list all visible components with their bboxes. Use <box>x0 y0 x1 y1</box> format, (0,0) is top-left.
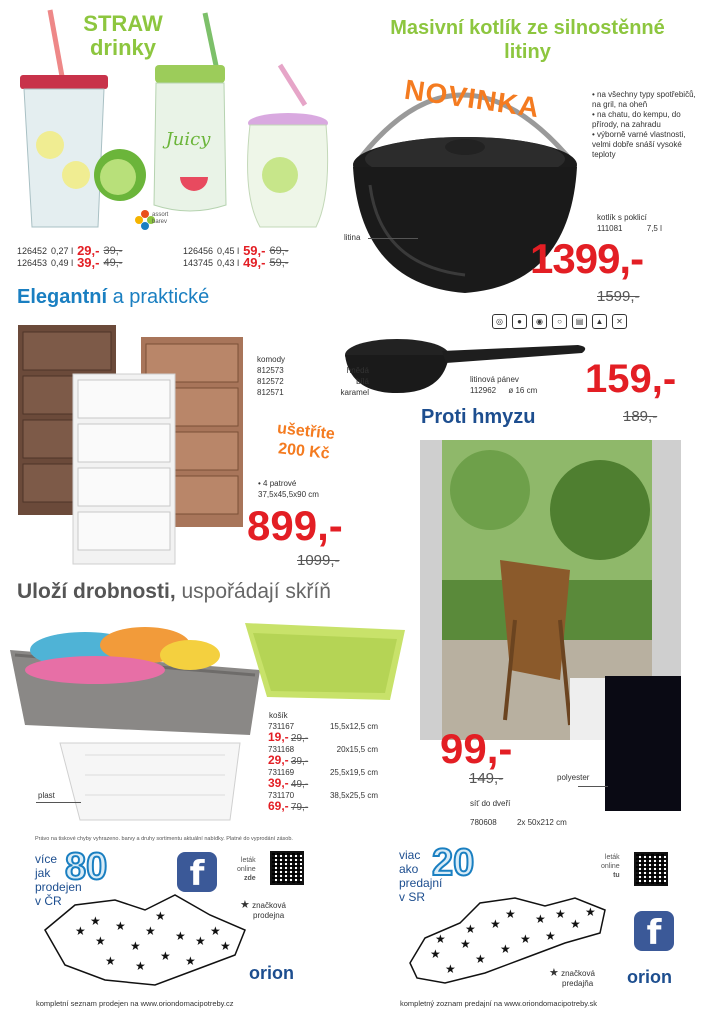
code: 731170 <box>268 791 295 800</box>
code: 731169 <box>268 768 295 777</box>
halogen-icon: ○ <box>552 314 567 329</box>
drawers-image <box>15 322 247 572</box>
svg-text:★: ★ <box>220 939 231 953</box>
no-dishwasher-icon: ✕ <box>612 314 627 329</box>
pan-size: ø 16 cm <box>508 386 538 395</box>
volume: 0,43 l <box>217 258 240 268</box>
czech-map <box>35 890 255 990</box>
svg-text:★: ★ <box>475 952 486 966</box>
code: 812571 <box>257 388 284 397</box>
svg-text:★: ★ <box>545 929 556 943</box>
code: 731167 <box>268 722 295 731</box>
straw-table-left <box>17 245 126 269</box>
pot-material-line <box>368 238 418 239</box>
cz-leaflet-text <box>237 856 256 883</box>
cz-leaflet1: leták <box>240 857 256 864</box>
pan-image <box>342 325 592 397</box>
price: 59,- <box>243 243 266 258</box>
svg-text:★: ★ <box>135 959 146 973</box>
sk-store-count: 20 <box>432 842 475 884</box>
svg-text:★: ★ <box>155 909 166 923</box>
pot-volume: 7,5 l <box>646 224 662 233</box>
orion-logo-cz: orion <box>249 963 294 983</box>
insect-title: Proti hmyzu <box>421 406 536 428</box>
table-row <box>268 778 378 790</box>
drawers-spec <box>258 478 319 500</box>
svg-text:★: ★ <box>175 929 186 943</box>
svg-text:★: ★ <box>460 937 471 951</box>
svg-text:★: ★ <box>570 917 581 931</box>
campfire-icon: ▲ <box>592 314 607 329</box>
table-row <box>268 732 378 744</box>
pot-code-row <box>597 223 707 234</box>
size: 20x15,5 cm <box>336 745 378 754</box>
insect-code: 780608 <box>470 818 497 827</box>
ceramic-icon: ◉ <box>532 314 547 329</box>
svg-text:★: ★ <box>585 905 596 919</box>
drawers-label: komody <box>257 355 286 364</box>
code: 731168 <box>268 745 295 754</box>
pot-material-label: litina <box>344 233 361 242</box>
table-row <box>17 257 126 269</box>
price: 29,- <box>268 753 289 767</box>
size: 38,5x25,5 cm <box>329 791 378 800</box>
price: 39,- <box>268 776 289 790</box>
cz-as: jak <box>35 866 51 880</box>
pot-title-line1: Masivní kotlík ze silnostěnné <box>390 17 665 39</box>
price: 69,- <box>268 799 289 813</box>
svg-text:★: ★ <box>500 942 511 956</box>
sk-leaflet1: leták <box>604 854 620 861</box>
electric-icon: ● <box>512 314 527 329</box>
pot-code: 111081 <box>597 224 623 233</box>
svg-text:★: ★ <box>490 917 501 931</box>
facebook-icon-sk[interactable]: f <box>634 911 674 951</box>
savings-line2: 200 Kč <box>277 440 331 463</box>
table-row <box>17 245 126 257</box>
pan-old-price: 189,- <box>623 408 658 425</box>
baskets-title <box>17 580 331 604</box>
assort-label-line2: barev <box>152 219 168 225</box>
assort-label-line1: assort <box>152 212 169 218</box>
cz-stores: prodejen <box>35 880 82 894</box>
svg-text:★: ★ <box>105 954 116 968</box>
pot-product-label: kotlík s poklicí <box>597 213 647 222</box>
table-row <box>183 257 292 269</box>
svg-text:★: ★ <box>90 914 101 928</box>
drawers-title-light: a praktické <box>107 286 210 308</box>
pot-price: 1399,- <box>530 235 644 282</box>
sk-brand-store2: predajňa <box>562 979 594 988</box>
star-icon: ★ <box>240 899 250 911</box>
oven-icon: ▤ <box>572 314 587 329</box>
code: 812572 <box>257 377 284 386</box>
sk-country: v SR <box>399 890 426 904</box>
sk-leaflet-text <box>601 853 620 880</box>
baskets-title-light: uspořádají skříň <box>175 580 331 603</box>
svg-text:★: ★ <box>145 924 156 938</box>
svg-text:★: ★ <box>160 949 171 963</box>
color: hnědá <box>346 366 369 375</box>
size: 15,5x12,5 cm <box>329 722 378 731</box>
old-price: 29,- <box>290 733 309 744</box>
size: 25,5x19,5 cm <box>329 768 378 777</box>
pot-product-info <box>597 212 707 234</box>
table-row <box>183 245 292 257</box>
straw-table-right <box>183 245 292 269</box>
pot-old-price: 1599,- <box>597 288 640 305</box>
pot-features <box>592 90 702 160</box>
baskets-material-line <box>36 802 81 803</box>
sk-bottom-line[interactable]: kompletný zoznam predajní na www.oriondomacipotreby.sk <box>400 999 598 1008</box>
color: bílá <box>356 377 369 386</box>
old-price: 59,- <box>269 257 289 269</box>
insect-price: 99,- <box>440 725 513 772</box>
old-price: 39,- <box>103 245 123 257</box>
drawers-info <box>257 354 369 398</box>
orion-logo-sk: orion <box>627 967 672 987</box>
svg-text:★: ★ <box>555 907 566 921</box>
insect-size: 2x 50x212 cm <box>516 818 567 827</box>
disclaimer: Právo na tiskové chyby vyhrazeno. barvy a druhy sortimentu aktuální nabídky. Platné do vyprodání zásob. <box>35 836 293 842</box>
price: 39,- <box>77 255 100 270</box>
cz-store-count: 80 <box>65 846 108 888</box>
drawers-title-bold: Elegantní <box>17 286 108 308</box>
insect-old-price: 149,- <box>469 770 504 787</box>
svg-text:★: ★ <box>210 924 221 938</box>
svg-text:★: ★ <box>435 932 446 946</box>
old-price: 49,- <box>103 257 123 269</box>
cz-bottom-line[interactable]: kompletní seznam prodejen na www.oriondomacipotreby.cz <box>36 999 234 1008</box>
cz-leaflet2: online <box>237 866 256 873</box>
cz-brand-store1: značková <box>252 901 286 910</box>
drawers-title <box>17 286 209 309</box>
pan-code: 112962 <box>470 386 497 395</box>
code: 126456 <box>183 246 214 256</box>
pot-title-line2: litiny <box>504 41 551 63</box>
svg-text:★: ★ <box>115 919 126 933</box>
svg-text:★: ★ <box>130 939 141 953</box>
drawers-spec-line2: 37,5x45,5x90 cm <box>258 490 319 499</box>
facebook-icon-cz[interactable]: f <box>177 852 217 892</box>
pan-info <box>470 374 537 396</box>
savings-line1: ušetříte <box>276 420 336 444</box>
svg-text:★: ★ <box>430 947 441 961</box>
straw-title-line2: drinky <box>89 35 157 60</box>
old-price: 79,- <box>290 802 309 813</box>
drawers-old-price: 1099,- <box>297 552 340 569</box>
volume: 0,27 l <box>51 246 74 256</box>
table-row <box>257 365 369 376</box>
gas-icon: ◎ <box>492 314 507 329</box>
assort-label <box>152 212 168 226</box>
sk-leaflet2: online <box>601 863 620 870</box>
table-row <box>257 376 369 387</box>
svg-text:★: ★ <box>195 934 206 948</box>
svg-text:★: ★ <box>505 907 516 921</box>
list-item: • na všechny typy spotřebičů, na gril, na oheň <box>592 90 702 110</box>
svg-text:★: ★ <box>465 922 476 936</box>
novinka-badge: NOVINKA <box>402 73 542 124</box>
insect-material-line <box>578 786 608 787</box>
cz-leaflet3: zde <box>244 875 256 882</box>
sk-stores: predajní <box>399 876 443 890</box>
price: 49,- <box>243 255 266 270</box>
list-item: • na chatu, do kempu, do přírody, na zahradu <box>592 110 702 130</box>
code: 126453 <box>17 258 48 268</box>
price: 29,- <box>77 243 100 258</box>
sk-brand-store-legend <box>549 968 595 989</box>
old-price: 49,- <box>290 779 309 790</box>
insect-material-label: polyester <box>557 773 590 782</box>
baskets-table <box>268 721 378 813</box>
sk-more-than: viac <box>399 848 421 862</box>
svg-text:★: ★ <box>185 954 196 968</box>
old-price: 69,- <box>269 245 289 257</box>
code: 812573 <box>257 366 284 375</box>
color: karamel <box>340 388 369 397</box>
straw-jars-image <box>10 5 330 237</box>
table-row <box>257 387 369 398</box>
insect-info <box>470 798 567 828</box>
star-icon: ★ <box>549 967 559 979</box>
insect-product-label: síť do dveří <box>470 799 511 808</box>
cz-brand-store-legend <box>240 900 286 921</box>
drawers-price: 899,- <box>247 502 343 549</box>
svg-text:★: ★ <box>535 912 546 926</box>
svg-text:★: ★ <box>445 962 456 976</box>
svg-text:Juicy: Juicy <box>165 129 211 150</box>
svg-text:★: ★ <box>95 934 106 948</box>
sk-brand-store1: značková <box>561 969 595 978</box>
baskets-material-label: plast <box>38 791 55 800</box>
code: 126452 <box>17 246 48 256</box>
cz-country: v ČR <box>35 894 62 908</box>
old-price: 39,- <box>290 756 309 767</box>
sk-as: ako <box>399 862 419 876</box>
pan-code-row <box>470 385 537 396</box>
sk-leaflet3: tu <box>613 872 620 879</box>
cz-more-than: více <box>35 852 58 866</box>
insect-code-row <box>470 817 567 828</box>
baskets-label: košík <box>269 711 288 720</box>
straw-title-line1: STRAW <box>83 11 163 36</box>
baskets-title-bold: Uloží drobnosti, <box>17 580 176 603</box>
pan-price: 159,- <box>585 357 677 401</box>
svg-text:★: ★ <box>520 932 531 946</box>
qr-code-cz[interactable] <box>270 851 304 885</box>
volume: 0,45 l <box>217 246 240 256</box>
table-row <box>268 801 378 813</box>
code: 143745 <box>183 258 214 268</box>
drawers-spec-line1: • 4 patrové <box>258 479 297 488</box>
price: 19,- <box>268 730 289 744</box>
svg-text:★: ★ <box>75 924 86 938</box>
drawers-savings <box>274 419 336 465</box>
list-item: • výborně varné vlastnosti, velmi dobře snáší vysoké teploty <box>592 130 702 160</box>
cz-brand-store2: prodejna <box>253 911 285 920</box>
polyester-swatch <box>605 676 681 811</box>
pan-label: litinová pánev <box>470 375 519 384</box>
volume: 0,49 l <box>51 258 74 268</box>
table-row <box>268 755 378 767</box>
qr-code-sk[interactable] <box>634 852 668 886</box>
